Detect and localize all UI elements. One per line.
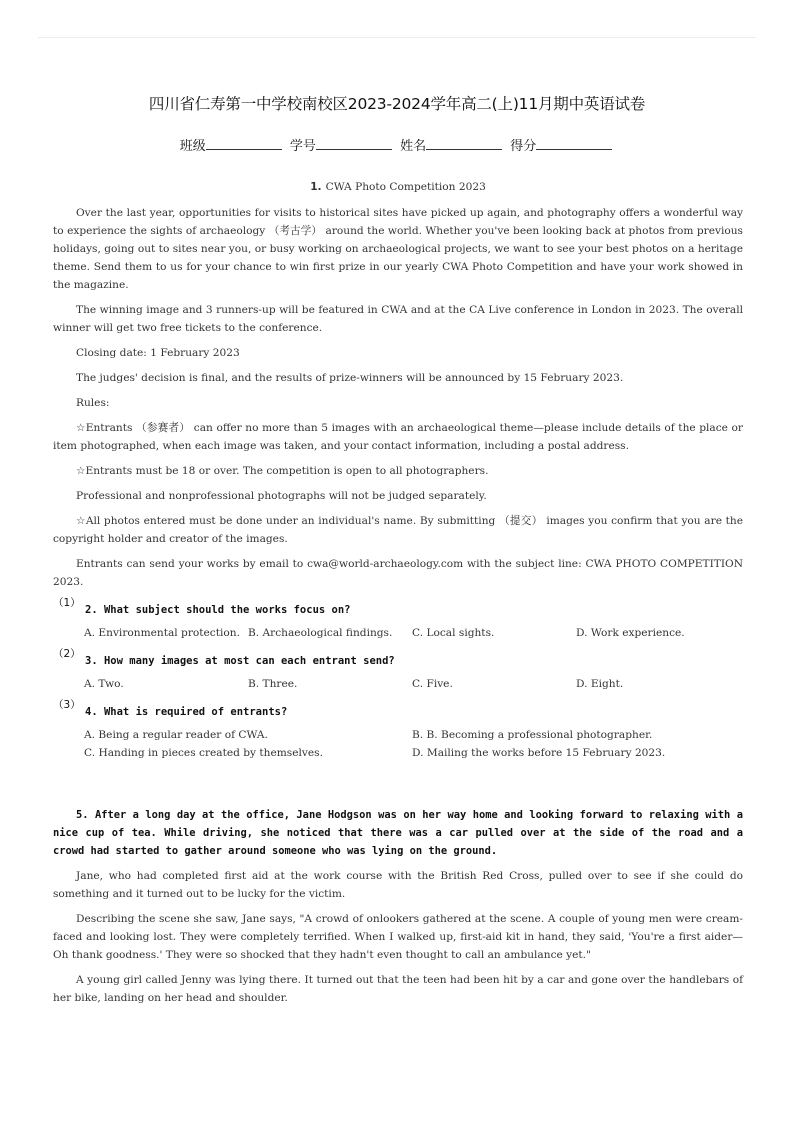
rule-item: ☆All photos entered must be done under an individual's name. By submitting （提交） images you confirm that you are the copyright holder and creator of the images. (53, 515, 743, 545)
passage-paragraph: The winning image and 3 runners-up will be featured in CWA and at the CA Live conference in London in 2023. The overall winner will get two free tickets to the conference. (53, 304, 743, 334)
question-1-heading (53, 178, 743, 196)
passage-paragraph: A young girl called Jenny was lying there. It turned out that the teen had been hit by a car and gone over the handlebars of her bike, landing on her head and shoulder. (53, 974, 743, 1004)
score-label: 得分 (510, 139, 537, 154)
passage-paragraph: The judges' decision is final, and the results of prize-winners will be announced by 15 February 2023. (76, 372, 624, 384)
option-b[interactable]: B. Archaeological findings. (248, 627, 393, 639)
subquestion-text: 4. What is required of entrants? (85, 706, 288, 718)
question-1-title: CWA Photo Competition 2023 (325, 181, 486, 193)
option-c[interactable]: C. Five. (412, 678, 453, 690)
subquestion-3 (53, 699, 743, 721)
option-b[interactable]: B. Three. (248, 678, 298, 690)
question-1-number: 1. (310, 181, 322, 193)
class-label: 班级 (179, 139, 206, 154)
subquestion-number: （3） (53, 699, 81, 711)
class-blank[interactable] (206, 139, 282, 150)
top-divider (38, 37, 756, 38)
option-a[interactable]: A. Being a regular reader of CWA. (84, 729, 268, 741)
option-d[interactable]: D. Mailing the works before 15 February 2023. (412, 747, 666, 759)
subquestion-2 (53, 648, 743, 670)
passage-paragraph: Over the last year, opportunities for visits to historical sites have picked up again, and photography offers a wonderful way to experience the sights of archaeology （考古学） around the world. Whether you've been looking back at photos from previous holidays, going out to sites near you, or busy working on archaeological projects, we want to see your best photos on a heritage theme. Send them to us for your chance to win first prize in our yearly CWA Photo Competition and have your work showed in the magazine. (53, 207, 743, 291)
score-blank[interactable] (536, 139, 612, 150)
passage-paragraph: Entrants can send your works by email to cwa@world-archaeology.com with the subject line: CWA PHOTO COMPETITION 2023. (53, 558, 743, 588)
rule-item: ☆Entrants must be 18 or over. The competition is open to all photographers. (76, 465, 489, 477)
options-row (53, 675, 743, 693)
name-label: 姓名 (400, 139, 427, 154)
name-field (400, 135, 504, 154)
option-d[interactable]: D. Eight. (576, 678, 624, 690)
rule-item: ☆Entrants （参赛者） can offer no more than 5 images with an archaeological theme—please include details of the place or item photographed, when each image was taken, and your contact information, including a postal address. (53, 422, 743, 452)
class-field (180, 135, 284, 154)
rules-heading: Rules: (76, 397, 110, 409)
option-a[interactable]: A. Two. (84, 678, 124, 690)
option-c[interactable]: C. Handing in pieces created by themselves. (84, 747, 323, 759)
passage-paragraph: Jane, who had completed first aid at the work course with the British Red Cross, pulled over to see if she could do something and it turned out to be lucky for the victim. (53, 870, 743, 900)
score-field (510, 135, 614, 154)
subquestion-number: （2） (53, 648, 81, 660)
option-b[interactable]: B. B. Becoming a professional photographer. (412, 729, 653, 741)
subquestion-text: 3. How many images at most can each entrant send? (85, 655, 395, 667)
subquestion-1 (53, 597, 743, 619)
option-d[interactable]: D. Work experience. (576, 627, 685, 639)
option-c[interactable]: C. Local sights. (412, 627, 495, 639)
student-number-blank[interactable] (316, 139, 392, 150)
option-a[interactable]: A. Environmental protection. (84, 627, 240, 639)
exam-content (53, 178, 743, 1014)
options-row (53, 624, 743, 642)
student-number-field (290, 135, 394, 154)
closing-date: Closing date: 1 February 2023 (76, 347, 240, 359)
subquestion-number: （1） (53, 597, 81, 609)
student-number-label: 学号 (289, 139, 316, 154)
student-info-row (0, 135, 794, 154)
options-grid (53, 726, 743, 762)
name-blank[interactable] (426, 139, 502, 150)
rule-item: Professional and nonprofessional photographs will not be judged separately. (76, 490, 487, 502)
subquestion-text: 2. What subject should the works focus on? (85, 604, 351, 616)
passage-paragraph: Describing the scene she saw, Jane says, "A crowd of onlookers gathered at the scene. A couple of young men were cream-faced and looking lost. They were completely terrified. When I walked up, first-aid kit in hand, they said, 'You're a first aider—Oh thank goodness.' They were so shocked that they hadn't even thought to call an ambulance yet." (53, 913, 743, 961)
exam-title: 四川省仁寿第一中学校南校区2023-2024学年高二(上)11月期中英语试卷 (148, 95, 646, 113)
question-5-intro: 5. After a long day at the office, Jane Hodgson was on her way home and looking forward to relaxing with a nice cup of tea. While driving, she noticed that there was a car pulled over at the side of the road and a crowd had started to gather around someone who was lying on the ground. (53, 809, 743, 857)
